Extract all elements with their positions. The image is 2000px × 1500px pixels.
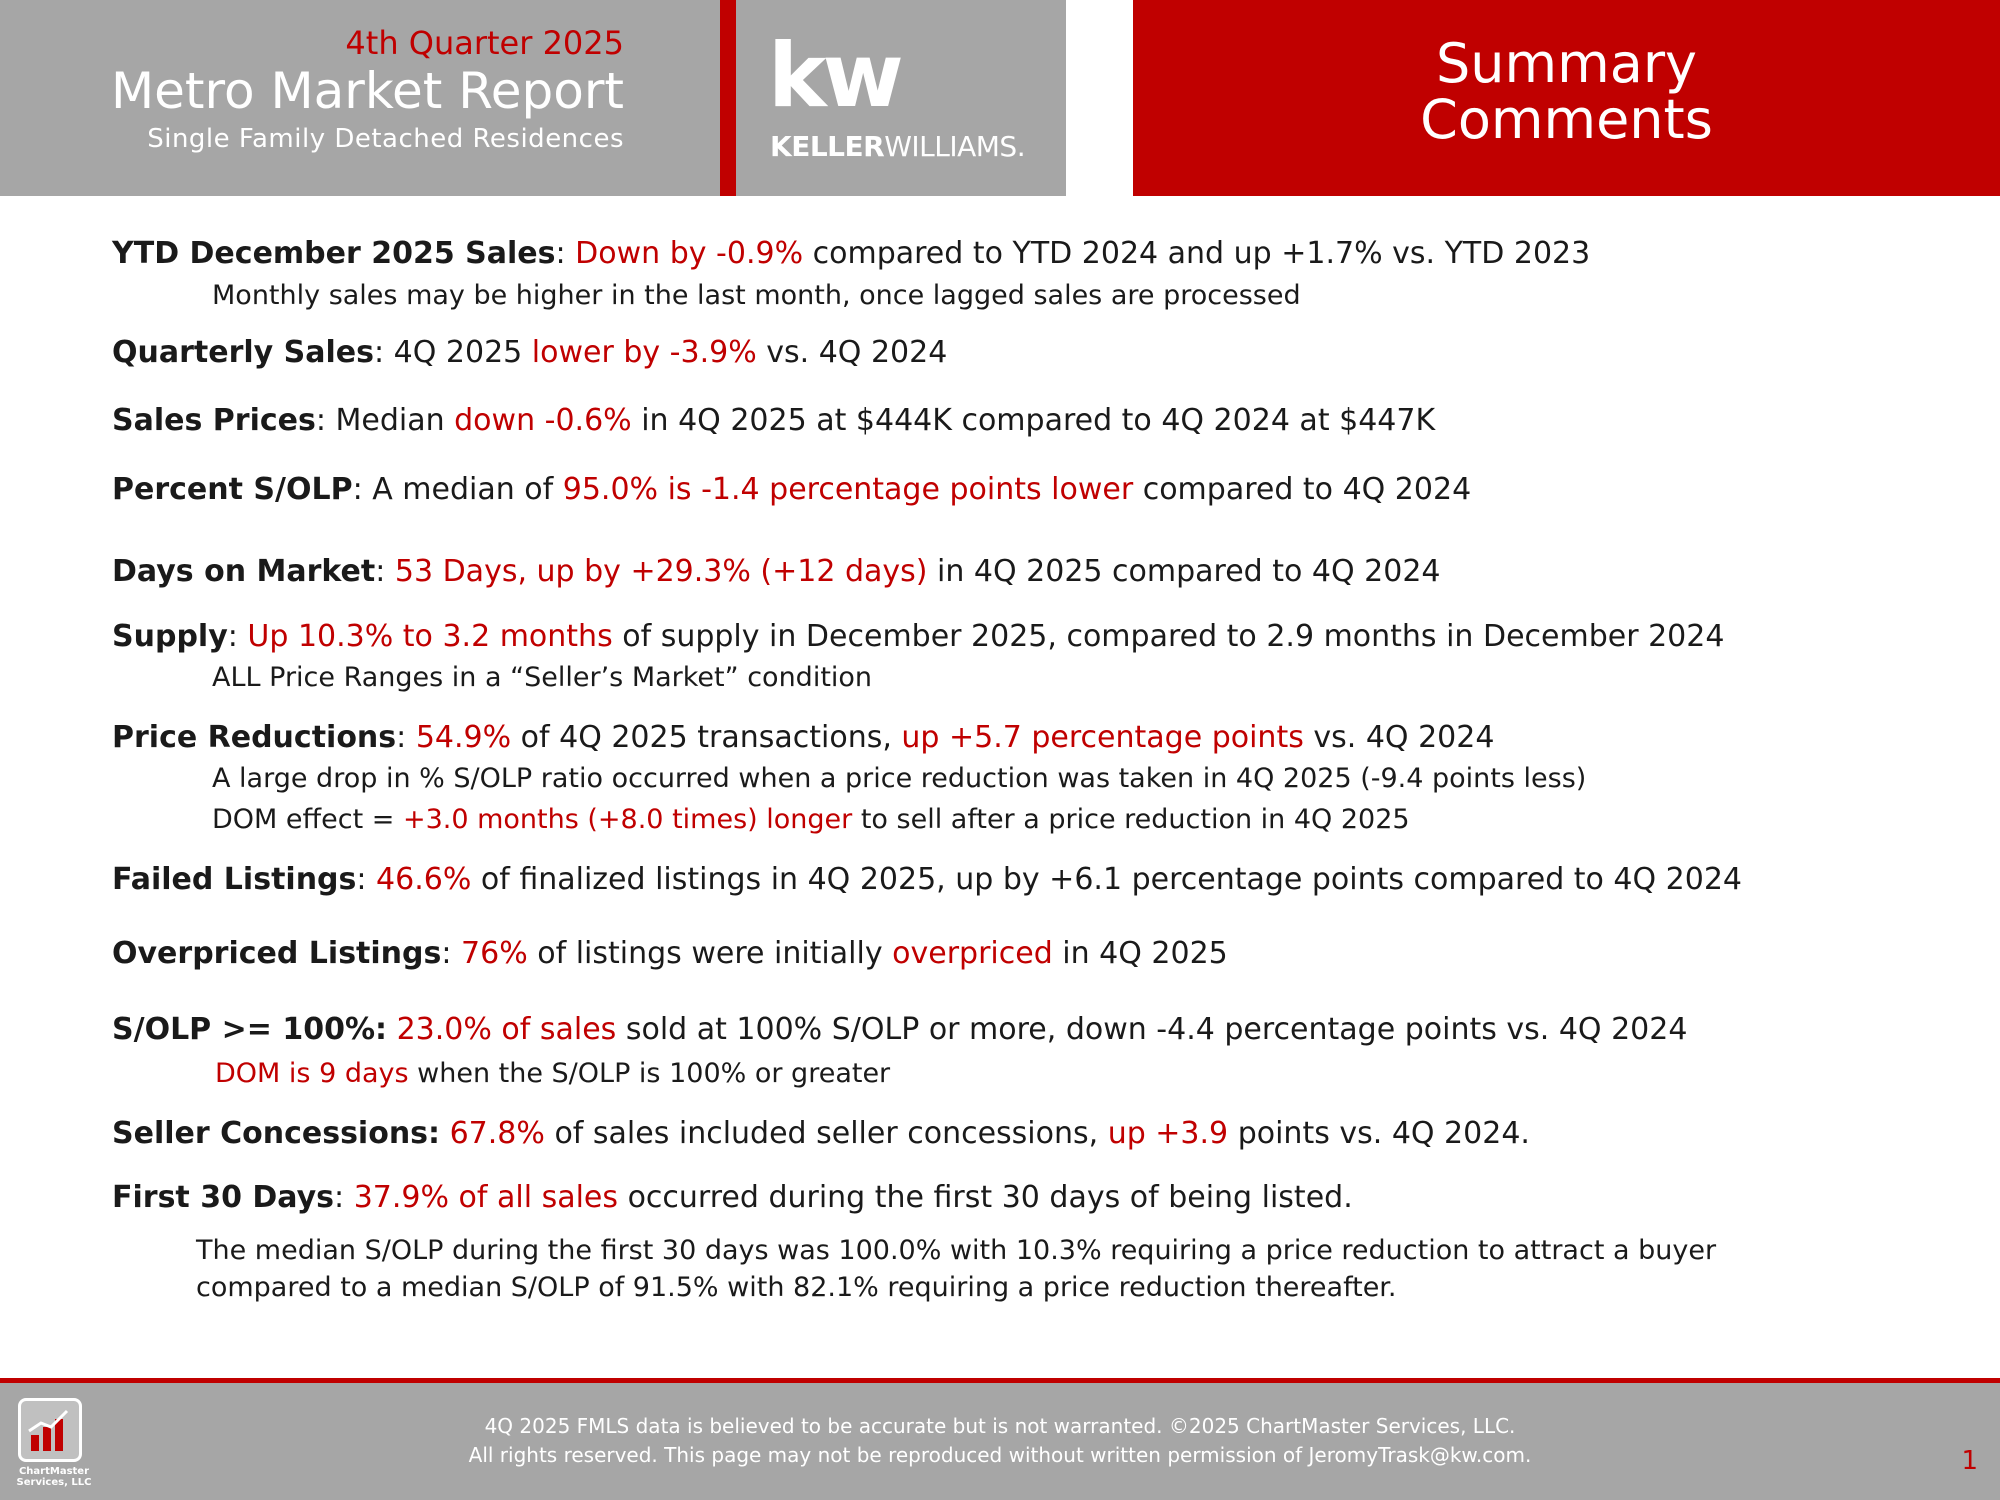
ytd-sales-line: YTD December 2025 Sales: Down by -0.9% compared to YTD 2024 and up +1.7% vs. YTD 2023 (112, 236, 1591, 271)
header-divider-bar (720, 0, 736, 196)
quarterly-sales-line: Quarterly Sales: 4Q 2025 lower by -3.9% vs. 4Q 2024 (112, 335, 948, 370)
report-title: Metro Market Report (111, 62, 624, 120)
ytd-sales-note: Monthly sales may be higher in the last month, once lagged sales are processed (212, 280, 1301, 311)
sales-prices-line: Sales Prices: Median down -0.6% in 4Q 2025 at $444K compared to 4Q 2024 at $447K (112, 403, 1436, 438)
price-reductions-line: Price Reductions: 54.9% of 4Q 2025 transactions, up +5.7 percentage points vs. 4Q 2024 (112, 720, 1495, 755)
kw-logo-name: KELLERWILLIAMS. (770, 130, 1026, 163)
summary-heading: Summary Comments (1420, 32, 1713, 151)
first-30-days-note-2: compared to a median S/OLP of 91.5% with 82.1% requiring a price reduction thereafter. (196, 1272, 1397, 1303)
solp-100-note: DOM is 9 days when the S/OLP is 100% or greater (215, 1058, 891, 1089)
solp-100-line: S/OLP >= 100%: 23.0% of sales sold at 100% S/OLP or more, down -4.4 percentage points vs. 4Q 2024 (112, 1012, 1688, 1047)
percent-solp-line: Percent S/OLP: A median of 95.0% is -1.4 percentage points lower compared to 4Q 2024 (112, 472, 1472, 507)
footer-disclaimer: 4Q 2025 FMLS data is believed to be accurate but is not warranted. ©2025 ChartMaster Services, LLC. (484, 1414, 1516, 1438)
report-quarter: 4th Quarter 2025 (345, 24, 624, 62)
first-30-days-line: First 30 Days: 37.9% of all sales occurred during the first 30 days of being listed. (112, 1180, 1353, 1215)
first-30-days-note-1: The median S/OLP during the first 30 days was 100.0% with 10.3% requiring a price reduction to attract a buyer (196, 1235, 1717, 1266)
kw-logo-mark: kw (768, 24, 900, 127)
failed-listings-line: Failed Listings: 46.6% of finalized listings in 4Q 2025, up by +6.1 percentage points compared to 4Q 2024 (112, 862, 1743, 897)
seller-concessions-line: Seller Concessions: 67.8% of sales included seller concessions, up +3.9 points vs. 4Q 2024. (112, 1116, 1530, 1151)
days-on-market-line: Days on Market: 53 Days, up by +29.3% (+12 days) in 4Q 2025 compared to 4Q 2024 (112, 554, 1441, 589)
footer (0, 1383, 2000, 1500)
chartmaster-logo-text: ChartMaster Services, LLC (16, 1466, 92, 1488)
price-reductions-note-1: A large drop in % S/OLP ratio occurred when a price reduction was taken in 4Q 2025 (-9.4 points less) (212, 763, 1587, 794)
overpriced-listings-line: Overpriced Listings: 76% of listings were initially overpriced in 4Q 2025 (112, 936, 1228, 971)
price-reductions-note-2: DOM effect = +3.0 months (+8.0 times) longer to sell after a price reduction in 4Q 2025 (212, 804, 1410, 835)
page-number: 1 (1961, 1446, 1978, 1476)
report-subtitle: Single Family Detached Residences (147, 124, 624, 154)
supply-note: ALL Price Ranges in a “Seller’s Market” condition (212, 662, 873, 693)
footer-rights: All rights reserved. This page may not be reproduced without written permission of JeromyTrask@kw.com. (468, 1443, 1532, 1467)
supply-line: Supply: Up 10.3% to 3.2 months of supply in December 2025, compared to 2.9 months in December 2024 (112, 619, 1725, 654)
